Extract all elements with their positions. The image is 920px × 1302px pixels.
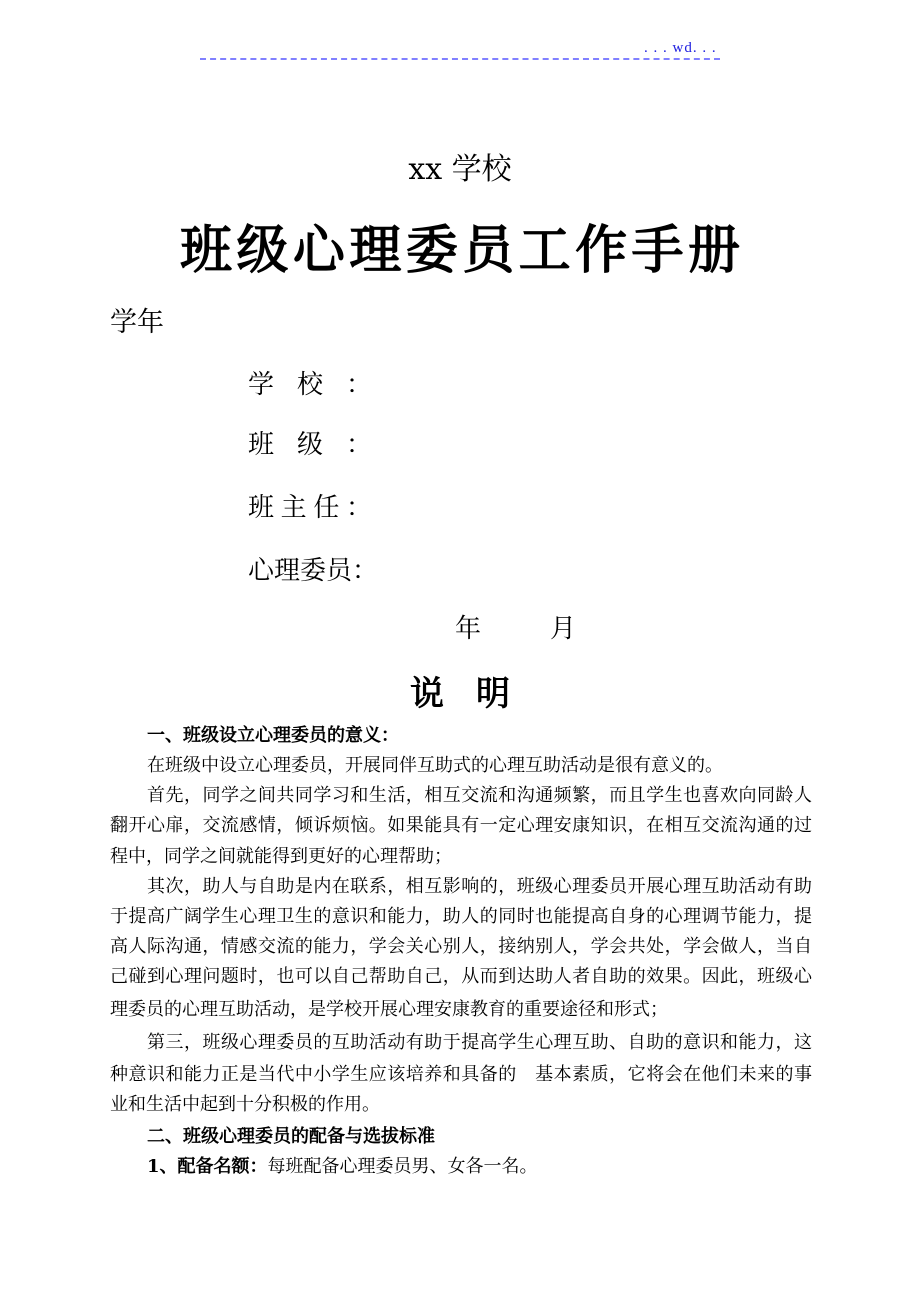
paragraph-line: 己碰到心理问题时，也可以自己帮助自己，从而到达助人者自助的效果。因此，班级心: [110, 966, 812, 987]
document-title: 班级心理委员工作手册: [180, 220, 740, 281]
header-watermark: . . . wd. . .: [644, 40, 717, 56]
paragraph-line: 在班级中设立心理委员，开展同伴互助式的心理互助活动是很有意义的。: [147, 755, 723, 776]
paragraph-line: 高人际沟通，情感交流的能力，学会关心别人，接纳别人，学会共处，学会做人，当自: [110, 936, 812, 957]
field-school: 学校：: [248, 370, 372, 400]
paragraph-line: 业和生活中起到十分积极的作用。: [110, 1094, 380, 1115]
field-psych-committee: 心理委员：: [248, 556, 379, 586]
heading-1: 一、班级设立心理委员的意义：: [147, 725, 399, 746]
paragraph-line: 翻开心扉，交流感情，倾诉烦恼。如果能具有一定心理安康知识，在相互交流沟通的过: [110, 815, 812, 836]
field-class: 班级：: [248, 430, 372, 460]
paragraph-line: 首先，同学之间共同学习和生活，相互交流和沟通频繁，而且学生也喜欢向同龄人: [147, 785, 812, 806]
date-year: 年: [455, 614, 482, 644]
header-dashed-line: [200, 58, 720, 60]
paragraph-line: 种意识和能力正是当代中小学生应该培养和具备的 基本素质，它将会在他们未来的事: [110, 1064, 812, 1085]
school-name: xx 学校: [408, 152, 512, 187]
paragraph-line: 其次，助人与自助是内在联系，相互影响的，班级心理委员开展心理互助活动有助: [147, 876, 812, 897]
academic-year: 学年: [110, 307, 164, 338]
paragraph-line: 第三，班级心理委员的互助活动有助于提高学生心理互助、自助的意识和能力，这: [147, 1032, 812, 1053]
paragraph-line: 理委员的心理互助活动，是学校开展心理安康教育的重要途径和形式；: [110, 999, 668, 1020]
field-head-teacher: 班主任：: [248, 493, 372, 523]
heading-2: 二、班级心理委员的配备与选拔标准: [147, 1126, 435, 1147]
item-1-text: 每班配备心理委员男、女各一名。: [267, 1156, 538, 1177]
date-month: 月: [550, 614, 577, 644]
item-1: [147, 1155, 538, 1179]
item-1-label: 1、配备名额：: [147, 1156, 268, 1177]
paragraph-line: 程中，同学之间就能得到更好的心理帮助；: [110, 846, 452, 867]
section-title: 说明: [410, 674, 510, 714]
paragraph-line: 于提高广阔学生心理卫生的意识和能力，助人的同时也能提高自身的心理调节能力，提: [110, 906, 812, 927]
